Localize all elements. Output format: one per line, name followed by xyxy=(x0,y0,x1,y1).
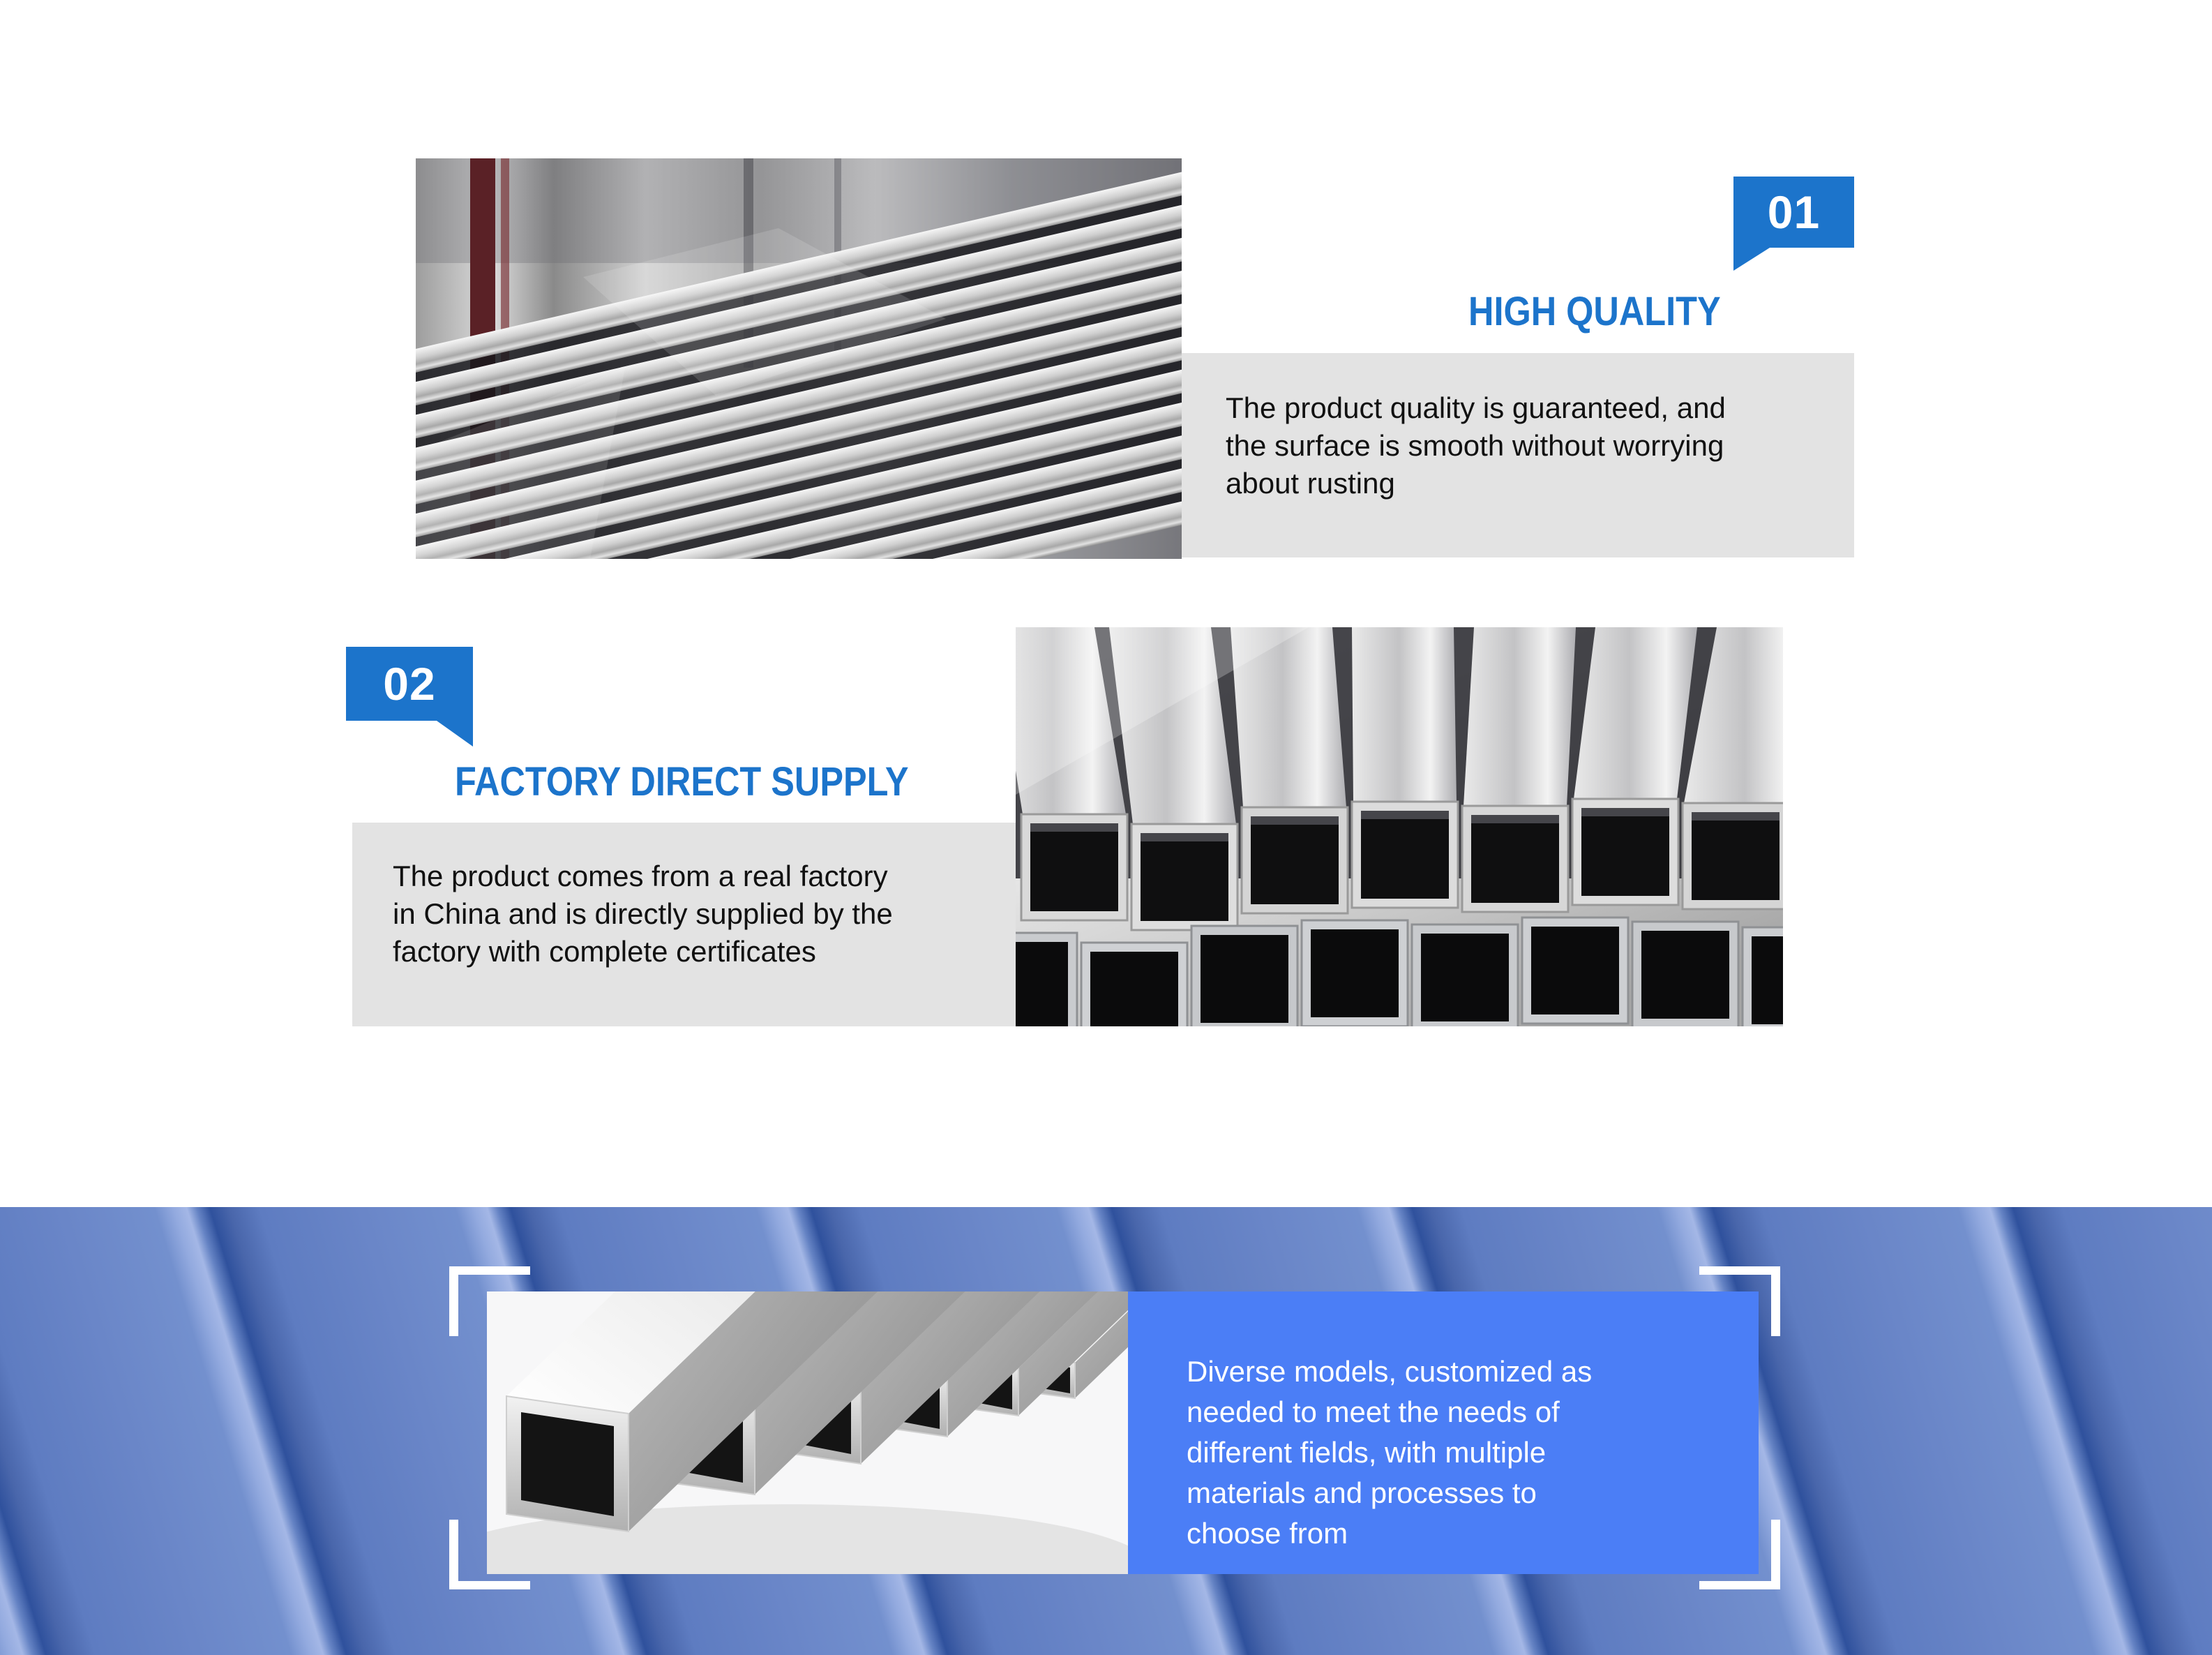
badge-tail xyxy=(1733,248,1770,271)
feature-1-text-panel xyxy=(1182,353,1854,557)
badge-number: 01 xyxy=(1767,186,1821,238)
photo-steel-tubes-factory xyxy=(416,158,1182,559)
body-line: needed to meet the needs of xyxy=(1187,1395,1560,1428)
frame-corner-bottom-right xyxy=(1699,1520,1780,1589)
feature-2-text-panel xyxy=(352,823,1016,1026)
frame-corner-bottom-left xyxy=(449,1520,530,1589)
feature-2-number-badge xyxy=(346,647,473,721)
body-line: materials and processes to xyxy=(1187,1476,1537,1509)
body-line: The product quality is guaranteed, and xyxy=(1226,391,1726,424)
photo-galvanized-square-tubes xyxy=(1016,627,1783,1026)
body-line: different fields, with multiple xyxy=(1187,1436,1547,1469)
body-line: in China and is directly supplied by the xyxy=(393,897,893,930)
photo-polished-square-tubes xyxy=(487,1291,1128,1574)
steel-tubes-factory-illustration xyxy=(416,158,1182,559)
frame-corner-top-left xyxy=(449,1266,530,1336)
body-line: the surface is smooth without worrying xyxy=(1226,429,1724,462)
feature-1-heading: HIGH QUALITY xyxy=(1468,289,1721,334)
square-tube-bundle-illustration xyxy=(1016,627,1783,1026)
body-line: Diverse models, customized as xyxy=(1187,1355,1593,1388)
badge-tail xyxy=(437,721,473,747)
feature-1-number-badge xyxy=(1733,177,1854,248)
body-line: about rusting xyxy=(1226,467,1395,500)
body-line: The product comes from a real factory xyxy=(393,860,888,892)
body-line: choose from xyxy=(1187,1517,1348,1550)
frame-corner-top-right xyxy=(1699,1266,1780,1336)
body-line: factory with complete certificates xyxy=(393,935,816,968)
feature-3-text-panel xyxy=(1128,1291,1759,1574)
feature-2-heading: FACTORY DIRECT SUPPLY xyxy=(455,759,909,804)
polished-square-tubes-illustration xyxy=(487,1291,1128,1574)
badge-number: 02 xyxy=(383,658,436,710)
